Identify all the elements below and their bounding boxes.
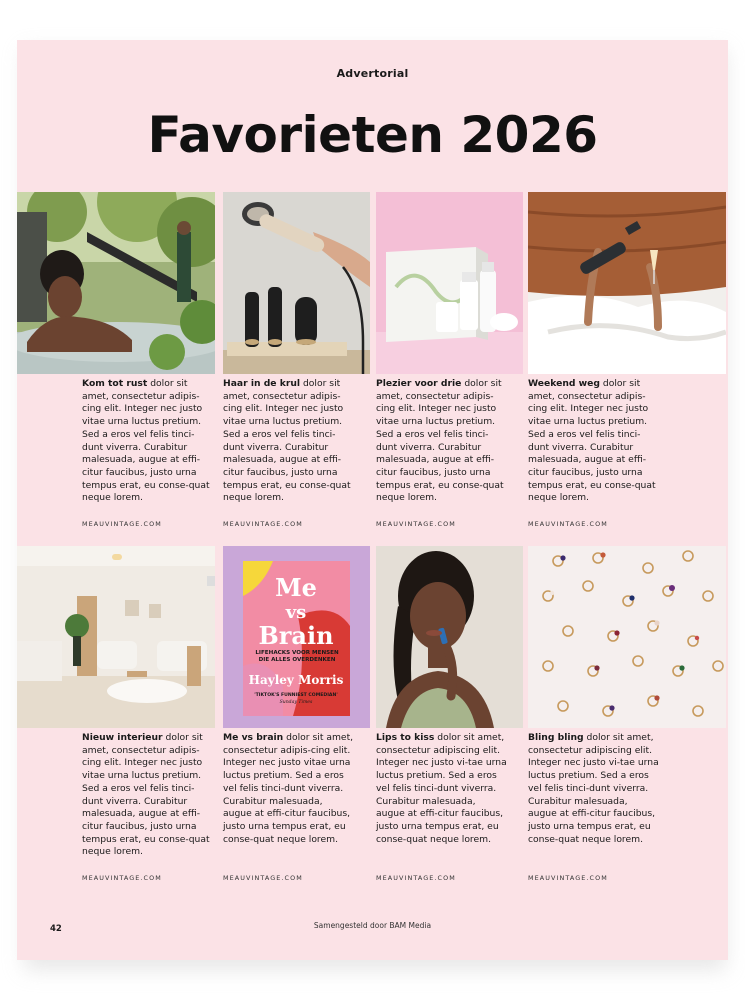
book-author: Hayley Morris: [248, 673, 344, 687]
rings-photo: [528, 546, 726, 728]
product-description: [528, 732, 659, 846]
product-description: [223, 732, 354, 846]
page-headline: Favorieten 2026: [147, 106, 598, 164]
book-blurb-source: Sunday Times: [279, 700, 313, 705]
product-source: MEAUVINTAGE.COM: [528, 520, 608, 528]
section-kicker: Advertorial: [336, 67, 409, 80]
book-subtitle: LIFEHACKS VOOR MENSEN DIE ALLES OVERDENKEN: [255, 650, 339, 663]
book-title-line1: Me: [275, 573, 317, 602]
product-source: MEAUVINTAGE.COM: [223, 520, 303, 528]
product-description: [82, 378, 213, 505]
product-title: Plezier voor drie: [376, 378, 462, 389]
product-description: [223, 378, 354, 505]
product-body: dolor sit amet, consectetur adipiscing elit. Integer nec justo vi-tae urna luctus pretium. Sed a eros vel felis tinci-dunt viverra. Curabitur malesuada, augue at effi-citur faucibus, justo urna tempus erat, eu conse-quat neque lorem.: [376, 732, 507, 845]
product-source: MEAUVINTAGE.COM: [528, 874, 608, 882]
product-title: Weekend weg: [528, 378, 600, 389]
product-source: MEAUVINTAGE.COM: [376, 520, 456, 528]
book-blurb: 'TIKTOK'S FUNNIEST COMEDIAN': [254, 693, 338, 698]
book-photo: [223, 546, 370, 728]
book-title-line3: Brain: [258, 621, 334, 650]
product-body: dolor sit amet, consectetur adipiscing elit. Integer nec justo vi-tae urna luctus pretium. Sed a eros vel felis tinci-dunt viverra. Curabitur malesuada, augue at effi-citur faucibus, justo urna tempus erat, eu conse-quat neque lorem.: [528, 732, 659, 845]
product-card-weekend-weg: [528, 192, 728, 532]
product-description: [528, 378, 659, 505]
product-source: MEAUVINTAGE.COM: [82, 520, 162, 528]
product-description: [376, 378, 507, 505]
product-row: [17, 192, 728, 532]
product-title: Lips to kiss: [376, 732, 435, 743]
product-body: dolor sit amet, consectetur adipis-cing elit. Integer nec justo vitae urna luctus pretium. Sed a eros vel felis tinci-dunt viverra. Curabitur malesuada, augue at effi-citur faucibus, justo urna tempus erat, eu conse-quat neque lorem.: [528, 378, 656, 504]
product-body: dolor sit amet, consectetur adipis-cing elit. Integer nec justo vitae urna luctus pretium. Sed a eros vel felis tinci-dunt viverra. Curabitur malesuada, augue at effi-citur faucibus, justo urna tempus erat, eu conse-quat neque lorem.: [82, 732, 210, 858]
product-body: dolor sit amet, consectetur adipis-cing elit. Integer nec justo vitae urna luctus pretium. Sed a eros vel felis tinci-dunt viverra. Curabitur malesuada, augue at effi-citur faucibus, justo urna tempus erat, eu conse-quat neque lorem.: [82, 378, 210, 504]
product-title: Bling bling: [528, 732, 584, 743]
gift-set-photo: [376, 192, 523, 374]
interior-photo: [17, 546, 215, 728]
product-card-kom-tot-rust: [17, 192, 217, 532]
product-body: dolor sit amet, consectetur adipis-cing elit. Integer nec justo vitae urna luctus pretium. Sed a eros vel felis tinci-dunt viverra. Curabitur malesuada, augue at effi-citur faucibus, justo urna tempus erat, eu conse-quat neque lorem.: [223, 732, 354, 845]
book-cover: [223, 546, 370, 728]
weekend-photo: [528, 192, 726, 374]
book-title-line2: vs: [285, 602, 307, 623]
product-title: Haar in de krul: [223, 378, 301, 389]
product-source: MEAUVINTAGE.COM: [223, 874, 303, 882]
product-description: [82, 732, 213, 859]
lip-balm-photo: [376, 546, 523, 728]
product-card-bling-bling: [528, 546, 728, 886]
product-row: [17, 546, 728, 886]
product-description: [376, 732, 507, 846]
product-source: MEAUVINTAGE.COM: [376, 874, 456, 882]
product-title: Me vs brain: [223, 732, 284, 743]
magazine-page: [17, 40, 728, 960]
product-body: dolor sit amet, consectetur adipis-cing elit. Integer nec justo vitae urna luctus pretium. Sed a eros vel felis tinci-dunt viverra. Curabitur malesuada, augue at effi-citur faucibus, justo urna tempus erat, eu conse-quat neque lorem.: [376, 378, 504, 504]
product-title: Kom tot rust: [82, 378, 148, 389]
product-body: dolor sit amet, consectetur adipis-cing elit. Integer nec justo vitae urna luctus pretium. Sed a eros vel felis tinci-dunt viverra. Curabitur malesuada, augue at effi-citur faucibus, justo urna tempus erat, eu conse-quat neque lorem.: [223, 378, 351, 504]
footer-credit: Samengesteld door BAM Media: [313, 921, 432, 930]
page-number: 42: [50, 924, 62, 934]
product-source: MEAUVINTAGE.COM: [82, 874, 162, 882]
product-title: Nieuw interieur: [82, 732, 163, 743]
product-card-nieuw-interieur: [17, 546, 217, 886]
spa-photo: [17, 192, 215, 374]
hair-styler-photo: [223, 192, 370, 374]
